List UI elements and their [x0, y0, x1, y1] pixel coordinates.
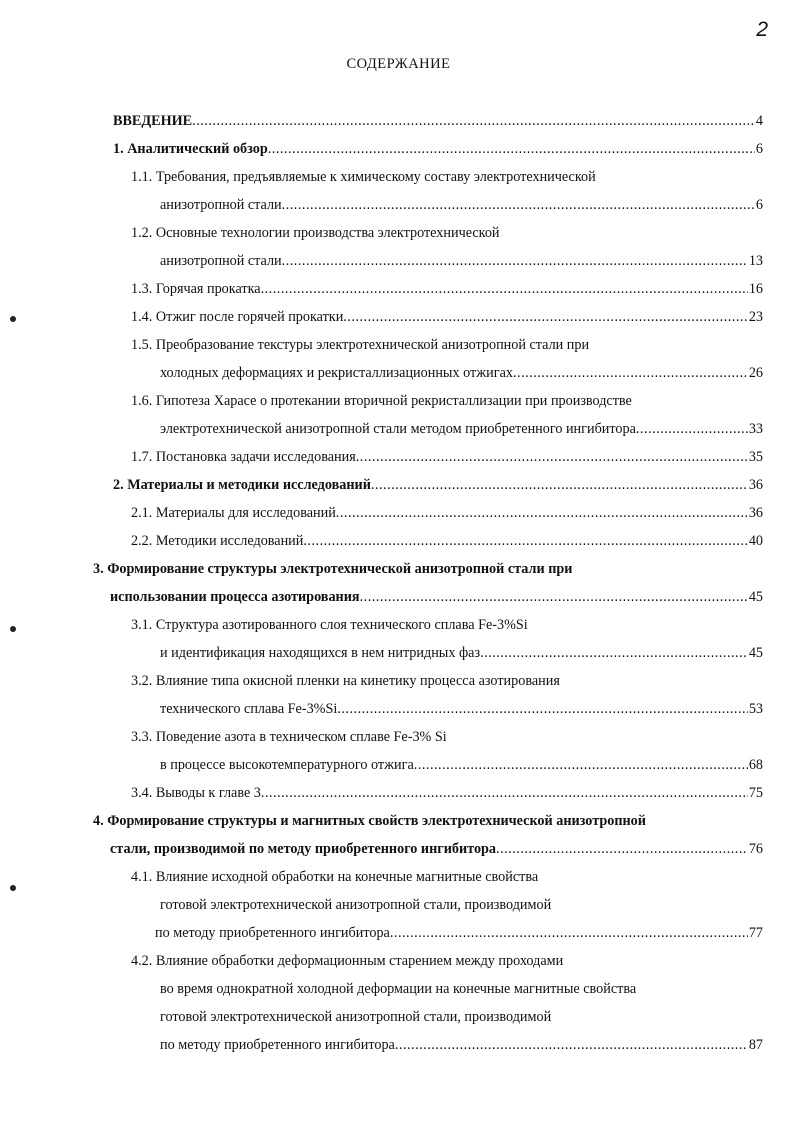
toc-page-number: 26	[748, 365, 763, 381]
toc-entry-4-1-line2[interactable]: готовой электротехнической анизотропной стали, производимой	[160, 897, 552, 913]
dot-leader	[282, 195, 755, 215]
dot-leader	[390, 923, 748, 943]
scan-speck	[10, 316, 16, 322]
dot-leader	[480, 643, 748, 663]
toc-entry-chapter-4[interactable]	[110, 839, 763, 859]
page-number: 2	[756, 18, 769, 41]
toc-page-number: 36	[748, 477, 763, 493]
toc-entry-2-2[interactable]	[131, 531, 763, 551]
toc-entry-text: анизотропной стали	[160, 197, 282, 213]
toc-entry-2-1[interactable]	[131, 503, 763, 523]
toc-page-number: 45	[748, 645, 763, 661]
dot-leader	[414, 755, 748, 775]
dot-leader	[261, 279, 748, 299]
toc-entry-text: 2.1. Материалы для исследований	[131, 505, 336, 521]
toc-entry-1-2[interactable]	[160, 251, 763, 271]
scan-speck	[10, 626, 16, 632]
toc-entry-text: 1.4. Отжиг после горячей прокатки	[131, 309, 344, 325]
toc-entry-3-4[interactable]	[131, 783, 763, 803]
toc-entry-text: стали, производимой по методу приобретенного ингибитора	[110, 841, 497, 857]
toc-page-number: 68	[748, 757, 763, 773]
toc-page-number: 40	[748, 533, 763, 549]
toc-entry-3-3[interactable]	[160, 755, 763, 775]
toc-entry-3-1[interactable]	[160, 643, 763, 663]
toc-entry-1-6-line1[interactable]: 1.6. Гипотеза Харасе о протекании вторичной рекристаллизации при производстве	[131, 393, 632, 409]
dot-leader	[336, 503, 748, 523]
toc-page-number: 76	[748, 841, 763, 857]
toc-entry-text: 1. Аналитический обзор	[113, 141, 268, 157]
toc-entry-4-1[interactable]	[155, 923, 763, 943]
toc-entry-3-2[interactable]	[160, 699, 763, 719]
toc-entry-text: 2.2. Методики исследований	[131, 533, 304, 549]
toc-page-number: 87	[748, 1037, 763, 1053]
toc-page-number: 6	[755, 141, 763, 157]
toc-entry-text: в процессе высокотемпературного отжига	[160, 757, 414, 773]
dot-leader	[496, 839, 748, 859]
toc-entry-text: ВВЕДЕНИЕ	[113, 113, 193, 129]
dot-leader	[282, 251, 748, 271]
toc-entry-1-2-line1[interactable]: 1.2. Основные технологии производства электротехнической	[131, 225, 500, 241]
toc-entry-3-1-line1[interactable]: 3.1. Структура азотированного слоя технического сплава Fe-3%Si	[131, 617, 528, 633]
toc-entry-intro[interactable]	[113, 111, 763, 131]
toc-entry-4-1-line1[interactable]: 4.1. Влияние исходной обработки на конечные магнитные свойства	[131, 869, 539, 885]
toc-entry-1-7[interactable]	[131, 447, 763, 467]
toc-entry-text: использовании процесса азотирования	[110, 589, 360, 605]
toc-entry-chapter-4-line1[interactable]: 4. Формирование структуры и магнитных свойств электротехнической анизотропной	[93, 813, 646, 829]
toc-entry-text: 2. Материалы и методики исследований	[113, 477, 371, 493]
toc-entry-chapter-3[interactable]	[110, 587, 763, 607]
toc-entry-text: технического сплава Fe-3%Si	[160, 701, 338, 717]
dot-leader	[337, 699, 747, 719]
toc-entry-4-2-line1[interactable]: 4.2. Влияние обработки деформационным старением между проходами	[131, 953, 564, 969]
toc-entry-chapter-1[interactable]	[113, 139, 763, 159]
toc-entry-chapter-3-line1[interactable]: 3. Формирование структуры электротехнической анизотропной стали при	[93, 561, 573, 577]
toc-entry-1-1[interactable]	[160, 195, 763, 215]
toc-entry-text: анизотропной стали	[160, 253, 282, 269]
toc-entry-4-2-line3[interactable]: готовой электротехнической анизотропной стали, производимой	[160, 1009, 552, 1025]
toc-page-number: 45	[748, 589, 763, 605]
dot-leader	[360, 587, 748, 607]
scan-speck	[10, 885, 16, 891]
toc-page-number: 53	[748, 701, 763, 717]
dot-leader	[192, 111, 755, 131]
toc-page-number: 13	[748, 253, 763, 269]
dot-leader	[513, 363, 748, 383]
toc-entry-text: 3.4. Выводы к главе 3	[131, 785, 261, 801]
toc-entry-text: по методу приобретенного ингибитора	[155, 925, 390, 941]
toc-entry-3-3-line1[interactable]: 3.3. Поведение азота в техническом сплаве Fe-3% Si	[131, 729, 447, 745]
toc-entry-chapter-2[interactable]	[113, 475, 763, 495]
toc-entry-text: холодных деформациях и рекристаллизационных отжигах	[160, 365, 513, 381]
toc-entry-text: 1.7. Постановка задачи исследования	[131, 449, 356, 465]
toc-entry-text: 1.3. Горячая прокатка	[131, 281, 261, 297]
toc-entry-1-3[interactable]	[131, 279, 763, 299]
toc-page-number: 16	[748, 281, 763, 297]
toc-entry-1-6[interactable]	[160, 419, 763, 439]
dot-leader	[303, 531, 747, 551]
toc-page-number: 33	[748, 421, 763, 437]
dot-leader	[261, 783, 748, 803]
toc-page-number: 77	[748, 925, 763, 941]
toc-entry-text: электротехнической анизотропной стали методом приобретенного ингибитора	[160, 421, 636, 437]
toc-entry-1-1-line1[interactable]: 1.1. Требования, предъявляемые к химическому составу электротехнической	[131, 169, 596, 185]
toc-page-number: 23	[748, 309, 763, 325]
toc-entry-text: и идентификация находящихся в нем нитридных фаз	[160, 645, 481, 661]
toc-page-number: 4	[755, 113, 763, 129]
toc-page-number: 6	[755, 197, 763, 213]
toc-entry-1-4[interactable]	[131, 307, 763, 327]
dot-leader	[395, 1035, 748, 1055]
page-title: СОДЕРЖАНИЕ	[346, 56, 451, 72]
toc-page-number: 36	[748, 505, 763, 521]
toc-entry-text: по методу приобретенного ингибитора	[160, 1037, 395, 1053]
toc-page-number: 75	[748, 785, 763, 801]
dot-leader	[268, 139, 755, 159]
dot-leader	[371, 475, 748, 495]
toc-entry-1-5[interactable]	[160, 363, 763, 383]
toc-entry-4-2-line2[interactable]: во время однократной холодной деформации на конечные магнитные свойства	[160, 981, 637, 997]
dot-leader	[636, 419, 748, 439]
toc-entry-4-2[interactable]	[160, 1035, 763, 1055]
toc-entry-1-5-line1[interactable]: 1.5. Преобразование текстуры электротехнической анизотропной стали при	[131, 337, 590, 353]
toc-entry-3-2-line1[interactable]: 3.2. Влияние типа окисной пленки на кинетику процесса азотирования	[131, 673, 560, 689]
dot-leader	[356, 447, 748, 467]
toc-page-number: 35	[748, 449, 763, 465]
dot-leader	[343, 307, 748, 327]
